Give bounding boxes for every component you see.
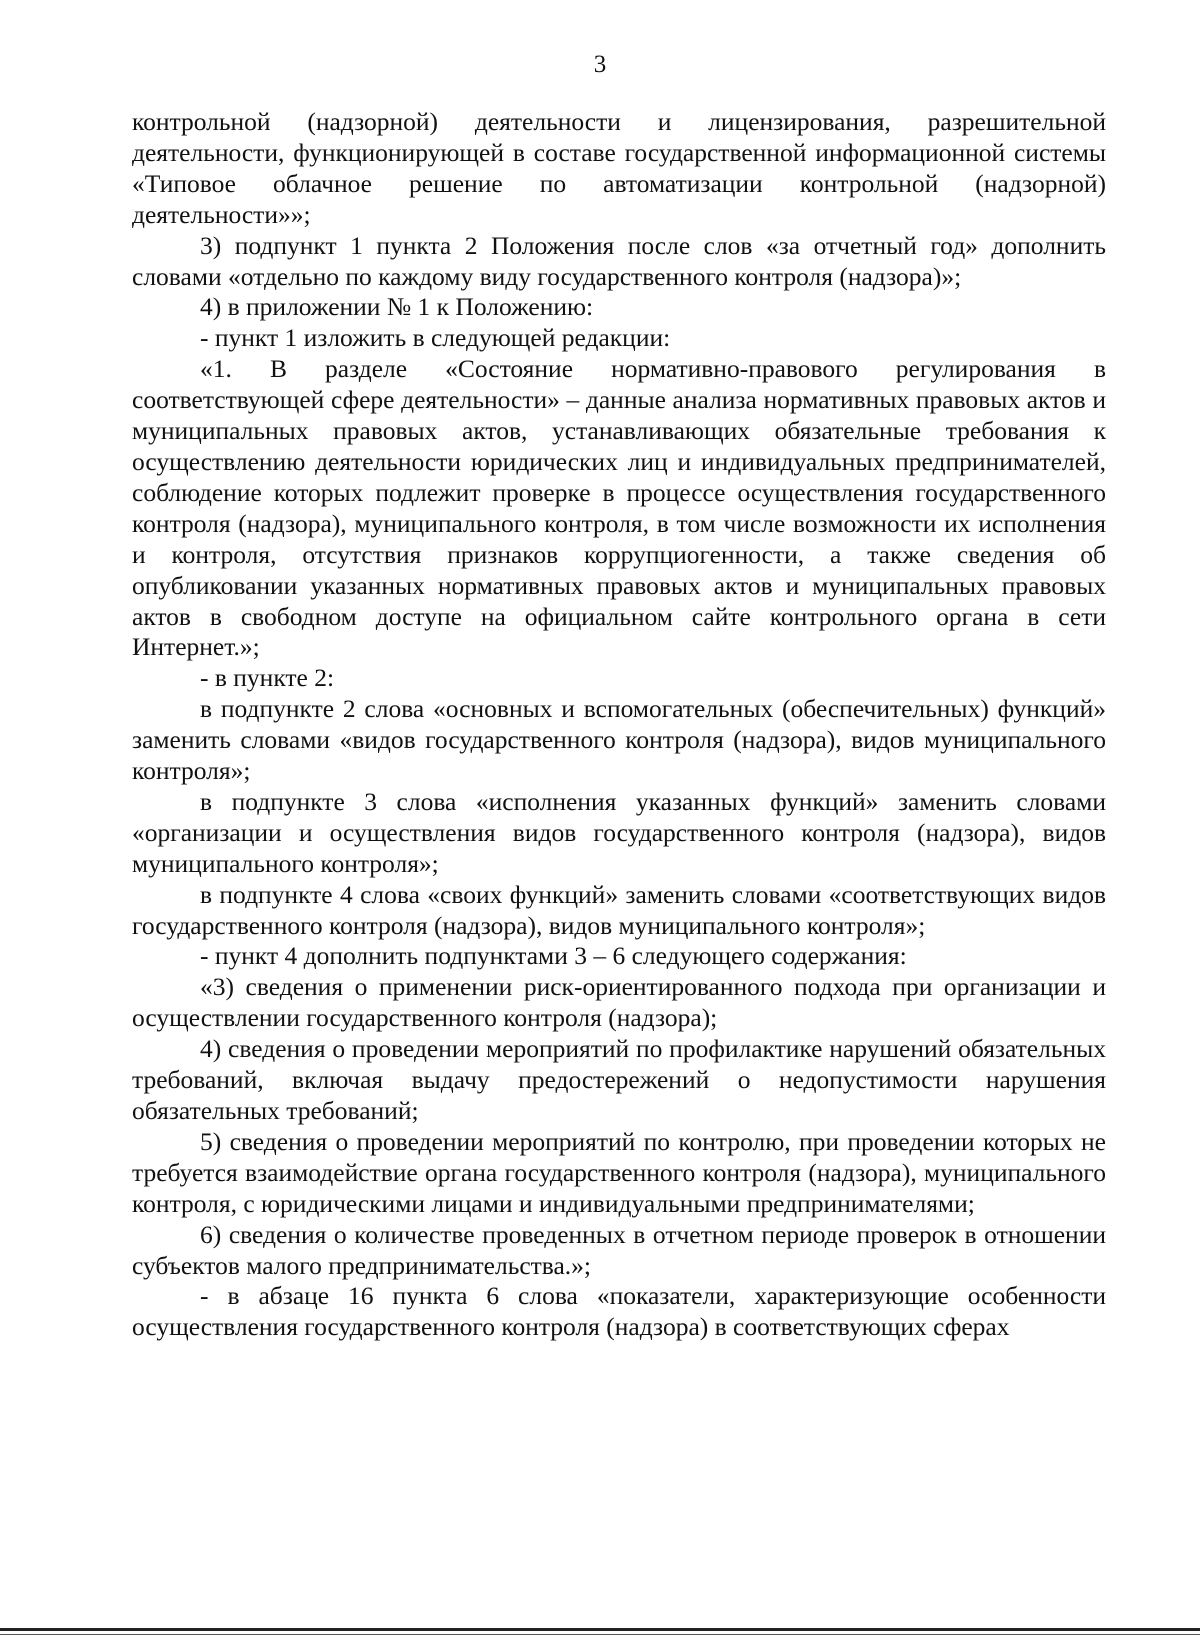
paragraph-9: в подпункте 4 слова «своих функций» заменить словами «соответствующих видов государственного контроля (надзора), видов муниципального контроля»; [132, 879, 1106, 940]
paragraph-14: 6) сведения о количестве проведенных в отчетном периоде проверок в отношении субъектов малого предпринимательства.»; [132, 1219, 1106, 1280]
paragraph-15: - в абзаце 16 пункта 6 слова «показатели, характеризующие особенности осуществления государственного контроля (надзора) в соответствующих сферах [132, 1281, 1106, 1342]
paragraph-8: в подпункте 3 слова «исполнения указанных функций» заменить словами «организации и осуществления видов государственного контроля (надзора), видов муниципального контроля»; [132, 786, 1106, 878]
paragraph-1: контрольной (надзорной) деятельности и лицензирования, разрешительной деятельности, функционирующей в составе государственной информационной системы «Типовое облачное решение по автоматизации контрольной (надзорной) деятельности»»; [132, 107, 1106, 229]
page-number: 3 [593, 51, 607, 78]
paragraph-5: «1. В разделе «Состояние нормативно-правового регулирования в соответствующей сфере деятельности» – данные анализа нормативных правовых актов и муниципальных правовых актов, устанавливающих обязательные требования к осуществлению деятельности юридических лиц и индивидуальных предпринимателей, соблюдение которых подлежит проверке в процессе осуществления государственного контроля (надзора), муниципального контроля, в том числе возможности их исполнения и контроля, отсутствия признаков коррупциогенности, а также сведения об опубликовании указанных нормативных правовых актов и муниципальных правовых актов в свободном доступе на официальном сайте контрольного органа в сети Интернет.»; [132, 354, 1106, 662]
paragraph-10: - пункт 4 дополнить подпунктами 3 – 6 следующего содержания: [200, 941, 907, 971]
paragraph-3: 4) в приложении № 1 к Положению: [200, 292, 594, 322]
paragraph-13: 5) сведения о проведении мероприятий по контролю, при проведении которых не требуется взаимодействие органа государственного контроля (надзора), муниципального контроля, с юридическими лицами и индивидуальными предпринимателями; [132, 1126, 1106, 1218]
document-body [132, 107, 1106, 1343]
paragraph-6: - в пункте 2: [200, 663, 335, 693]
paragraph-7: в подпункте 2 слова «основных и вспомогательных (обеспечительных) функций» заменить словами «видов государственного контроля (надзора), видов муниципального контроля»; [132, 694, 1106, 786]
paragraph-2: 3) подпункт 1 пункта 2 Положения после слов «за отчетный год» дополнить словами «отдельно по каждому виду государственного контроля (надзора)»; [132, 230, 1106, 291]
page-bottom-border-thin [0, 1634, 1200, 1635]
paragraph-12: 4) сведения о проведении мероприятий по профилактике нарушений обязательных требований, включая выдачу предостережений о недопустимости нарушения обязательных требований; [132, 1034, 1106, 1125]
page-bottom-border [0, 1628, 1200, 1631]
paragraph-4: - пункт 1 изложить в следующей редакции: [200, 323, 671, 353]
paragraph-11: «3) сведения о применении риск-ориентированного подхода при организации и осуществлении государственного контроля (надзора); [132, 972, 1106, 1033]
